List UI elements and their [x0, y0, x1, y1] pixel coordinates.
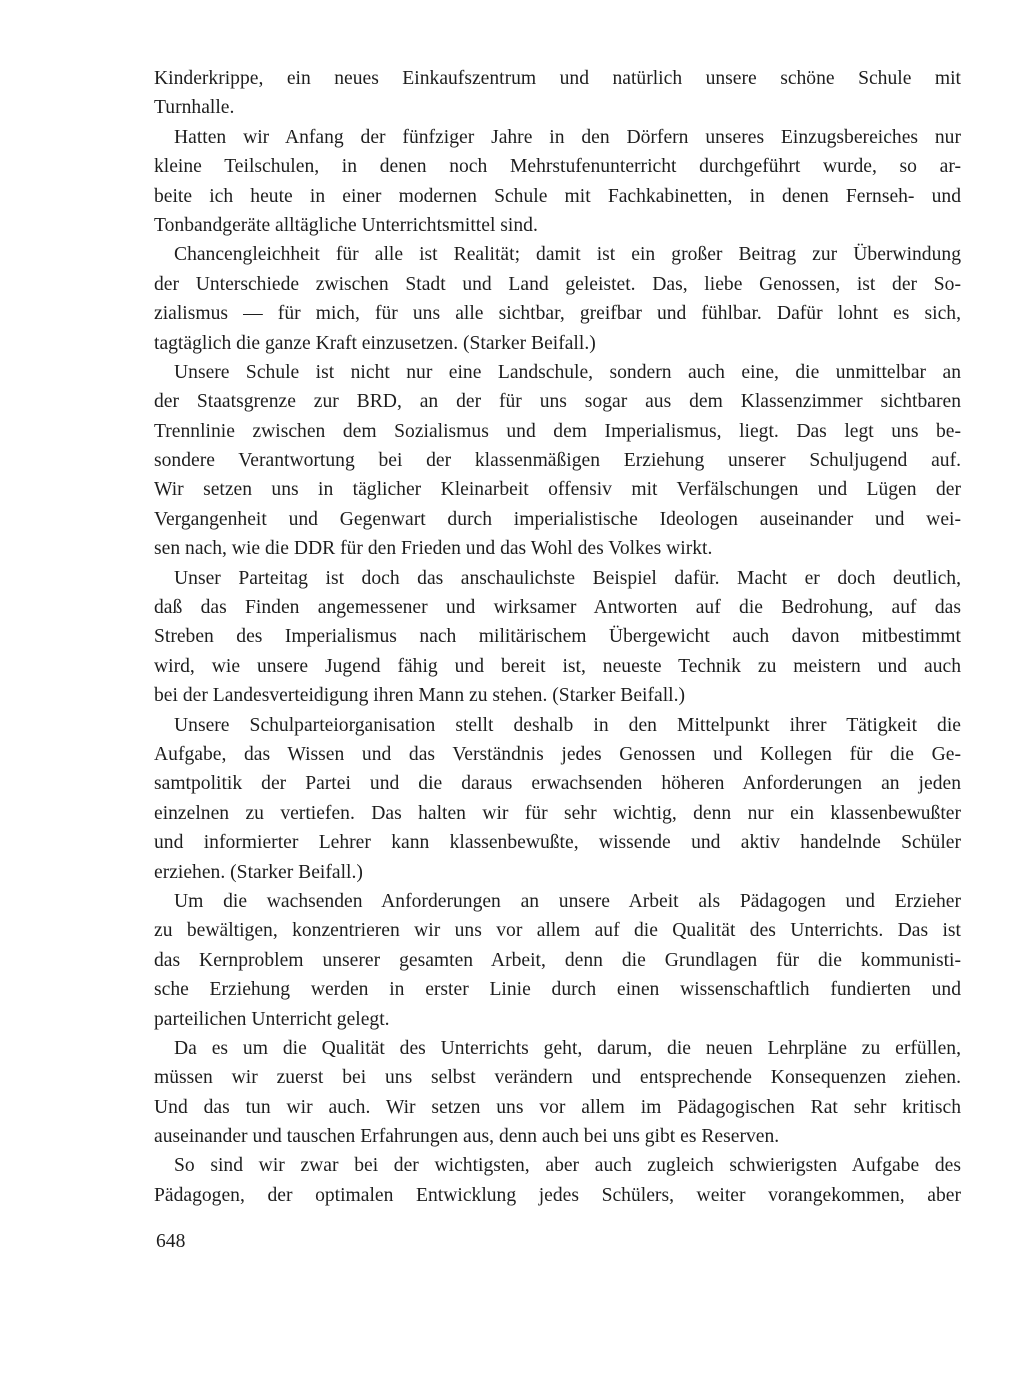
text-line: zu bewältigen, konzentrieren wir uns vor allem auf die Qualität des Unterrichts. Das ist [154, 920, 961, 942]
text-line: und informierter Lehrer kann klassenbewußte, wissende und aktiv handelnde Schüler [154, 832, 961, 854]
text-line: Trennlinie zwischen dem Sozialismus und dem Imperialismus, liegt. Das legt uns be- [154, 420, 961, 442]
paragraph [154, 240, 961, 358]
text-line: Pädagogen, der optimalen Entwicklung jedes Schülers, weiter vorangekommen, aber [154, 1184, 961, 1206]
text-line: Und das tun wir auch. Wir setzen uns vor allem im Pädagogischen Rat sehr kritisch [154, 1096, 961, 1118]
text-line: Hatten wir Anfang der fünfziger Jahre in den Dörfern unseres Einzugsbereiches nur [174, 126, 961, 148]
paragraph [154, 358, 961, 564]
paragraph [154, 64, 961, 123]
text-line: der Staatsgrenze zur BRD, an der für uns sogar aus dem Klassenzimmer sichtbaren [154, 391, 961, 413]
text-line: wird, wie unsere Jugend fähig und bereit ist, neueste Technik zu meistern und auch [154, 655, 961, 677]
text-line: einzelnen zu vertiefen. Das halten wir für sehr wichtig, denn nur ein klassenbewußter [154, 802, 961, 824]
text-line: Vergangenheit und Gegenwart durch imperialistische Ideologen auseinander und wei- [154, 508, 961, 530]
text-line: parteilichen Unterricht gelegt. [154, 1008, 390, 1030]
text-line: Streben des Imperialismus nach militärischem Übergewicht auch davon mitbestimmt [154, 626, 961, 648]
text-line: So sind wir zwar bei der wichtigsten, aber auch zugleich schwierigsten Aufgabe des [174, 1155, 961, 1177]
text-line: Aufgabe, das Wissen und das Verständnis jedes Genossen und Kollegen für die Ge- [154, 743, 961, 765]
paragraph [154, 711, 961, 887]
text-line: tagtäglich die ganze Kraft einzusetzen. (Starker Beifall.) [154, 332, 596, 354]
text-line: bei der Landesverteidigung ihren Mann zu stehen. (Starker Beifall.) [154, 685, 686, 707]
paragraph [154, 564, 961, 711]
text-line: samtpolitik der Partei und die daraus erwachsenden höheren Anforderungen an jeden [154, 773, 961, 795]
text-line: Turnhalle. [154, 97, 235, 119]
text-line: Chancengleichheit für alle ist Realität; damit ist ein großer Beitrag zur Überwindung [174, 244, 961, 266]
text-line: auseinander und tauschen Erfahrungen aus, denn auch bei uns gibt es Reserven. [154, 1126, 780, 1148]
paragraph [154, 1034, 961, 1152]
text-line: sondere Verantwortung bei der klassenmäßigen Erziehung unserer Schuljugend auf. [154, 450, 961, 472]
text-line: erziehen. (Starker Beifall.) [154, 861, 363, 883]
paragraph [154, 887, 961, 1034]
text-line: Um die wachsenden Anforderungen an unsere Arbeit als Pädagogen und Erzieher [174, 890, 961, 912]
text-line: Unsere Schulparteiorganisation stellt deshalb in den Mittelpunkt ihrer Tätigkeit die [174, 714, 961, 736]
paragraph [154, 123, 961, 241]
text-line: Wir setzen uns in täglicher Kleinarbeit offensiv mit Verfälschungen und Lügen der [154, 479, 961, 501]
page-number: 648 [156, 1231, 186, 1252]
text-line: kleine Teilschulen, in denen noch Mehrstufenunterricht durchgeführt wurde, so ar- [154, 156, 961, 178]
text-line: Kinderkrippe, ein neues Einkaufszentrum und natürlich unsere schöne Schule mit [154, 68, 961, 89]
text-line: der Unterschiede zwischen Stadt und Land geleistet. Das, liebe Genossen, ist der So- [154, 273, 961, 295]
document-page [154, 64, 961, 1210]
text-line: Unser Parteitag ist doch das anschaulichste Beispiel dafür. Macht er doch deutlich, [174, 567, 961, 589]
text-line: sche Erziehung werden in erster Linie durch einen wissenschaftlich fundierten und [154, 979, 961, 1001]
text-line: das Kernproblem unserer gesamten Arbeit, denn die Grundlagen für die kommunisti- [154, 949, 961, 971]
text-line: Unsere Schule ist nicht nur eine Landschule, sondern auch eine, die unmittelbar an [174, 361, 961, 383]
paragraph [154, 1151, 961, 1210]
text-line: Tonbandgeräte alltägliche Unterrichtsmittel sind. [154, 214, 538, 236]
text-line: müssen wir zuerst bei uns selbst verändern und entsprechende Konsequenzen ziehen. [154, 1067, 961, 1089]
text-line: daß das Finden angemessener und wirksamer Antworten auf die Bedrohung, auf das [154, 597, 961, 619]
text-line: zialismus — für mich, für uns alle sichtbar, greifbar und fühlbar. Dafür lohnt es sich, [154, 303, 961, 325]
text-line: Da es um die Qualität des Unterrichts geht, darum, die neuen Lehrpläne zu erfüllen, [174, 1037, 961, 1059]
text-line: beite ich heute in einer modernen Schule mit Fachkabinetten, in denen Fernseh- und [154, 185, 961, 207]
text-line: sen nach, wie die DDR für den Frieden und das Wohl des Volkes wirkt. [154, 538, 713, 560]
